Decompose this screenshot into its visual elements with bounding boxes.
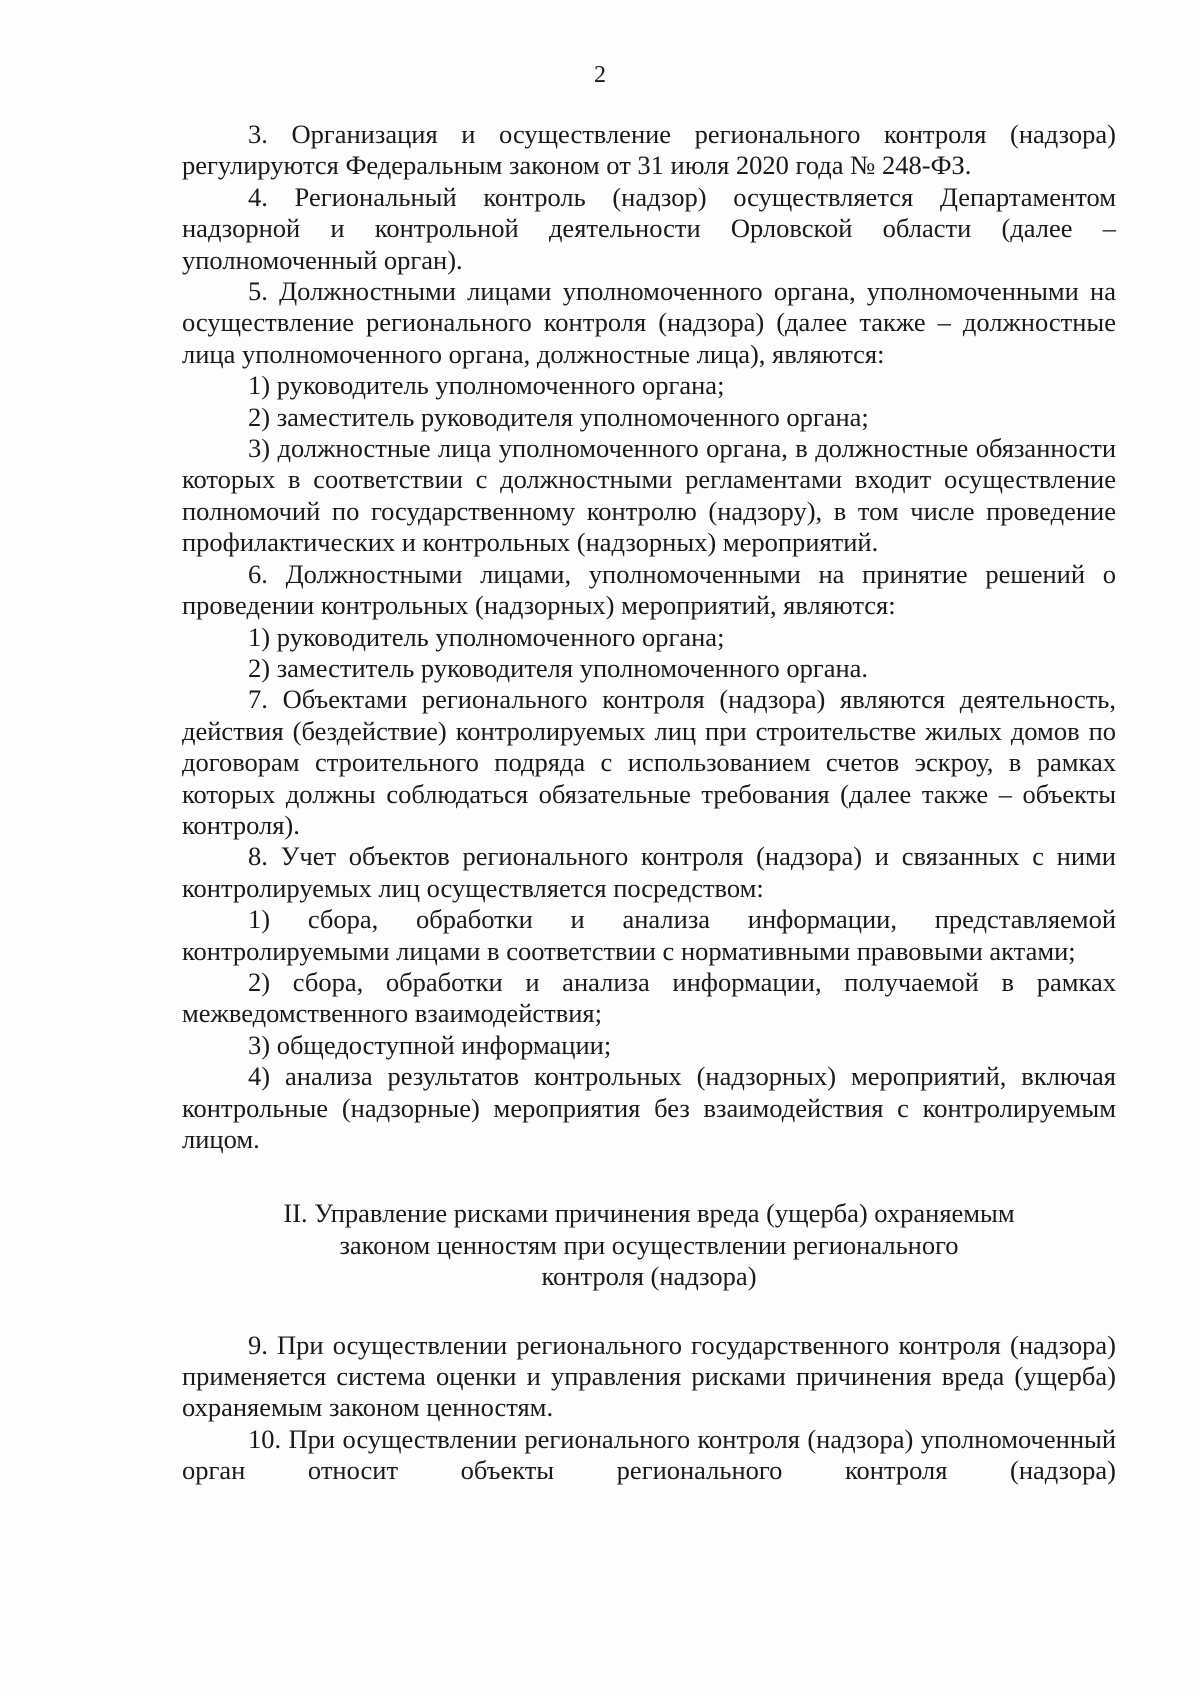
section-heading-line-3: контроля (надзора) bbox=[541, 1261, 757, 1292]
list-item-8-2: 2) сбора, обработки и анализа информации, получаемой в рамках межведомственного взаимодействия; bbox=[182, 966, 1116, 1029]
paragraph-3: 3. Организация и осуществление регионального контроля (надзора) регулируются Федеральным законом от 31 июля 2020 года № 248-ФЗ. bbox=[182, 119, 1116, 181]
paragraph-4: 4. Региональный контроль (надзор) осуществляется Департаментом надзорной и контрольной деятельности Орловской области (далее – уполномоченный орган). bbox=[182, 181, 1116, 275]
paragraph-7: 7. Объектами регионального контроля (надзора) являются деятельность, действия (бездействие) контролируемых лиц при строительстве жилых домов по договорам строительного подряда с использованием счетов эскроу, в рамках которых должны соблюдаться обязательные требования (далее также – объекты контроля). bbox=[182, 684, 1116, 840]
list-item-5-2: 2) заместитель руководителя уполномоченного органа; bbox=[248, 401, 869, 432]
list-item-6-1: 1) руководитель уполномоченного органа; bbox=[248, 621, 725, 652]
paragraph-5: 5. Должностными лицами уполномоченного органа, уполномоченными на осуществление регионального контроля (надзора) (далее также – должностные лица уполномоченного органа, должностные лица), являются: bbox=[182, 276, 1116, 369]
section-heading bbox=[182, 1198, 1116, 1292]
list-item-5-1: 1) руководитель уполномоченного органа; bbox=[248, 370, 725, 401]
list-item-8-3: 3) общедоступной информации; bbox=[248, 1029, 612, 1060]
paragraph-6: 6. Должностными лицами, уполномоченными на принятие решений о проведении контрольных (надзорных) мероприятий, являются: bbox=[182, 558, 1116, 621]
paragraph-8: 8. Учет объектов регионального контроля (надзора) и связанных с ними контролируемых лиц осуществляется посредством: bbox=[182, 841, 1116, 903]
section-heading-line-1: II. Управление рисками причинения вреда (ущерба) охраняемым bbox=[283, 1198, 1015, 1229]
list-item-6-2: 2) заместитель руководителя уполномоченного органа. bbox=[248, 652, 869, 683]
document-body bbox=[182, 119, 1116, 1487]
list-item-8-1: 1) сбора, обработки и анализа информации, представляемой контролируемыми лицами в соответствии с нормативными правовыми актами; bbox=[182, 904, 1116, 966]
paragraph-9: 9. При осуществлении регионального государственного контроля (надзора) применяется система оценки и управления рисками причинения вреда (ущерба) охраняемым законом ценностям. bbox=[182, 1329, 1116, 1423]
list-item-8-4: 4) анализа результатов контрольных (надзорных) мероприятий, включая контрольные (надзорные) мероприятия без взаимодействия с контролируемым лицом. bbox=[182, 1061, 1116, 1154]
section-heading-line-2: законом ценностям при осуществлении регионального bbox=[339, 1229, 959, 1260]
page-number: 2 bbox=[594, 62, 606, 88]
paragraph-10: 10. При осуществлении регионального контроля (надзора) уполномоченный орган относит объекты регионального контроля (надзора) bbox=[182, 1423, 1116, 1486]
list-item-5-3: 3) должностные лица уполномоченного органа, в должностные обязанности которых в соответствии с должностными регламентами входит осуществление полномочий по государственному контролю (надзору), в том числе проведение профилактических и контрольных (надзорных) мероприятий. bbox=[182, 433, 1116, 558]
